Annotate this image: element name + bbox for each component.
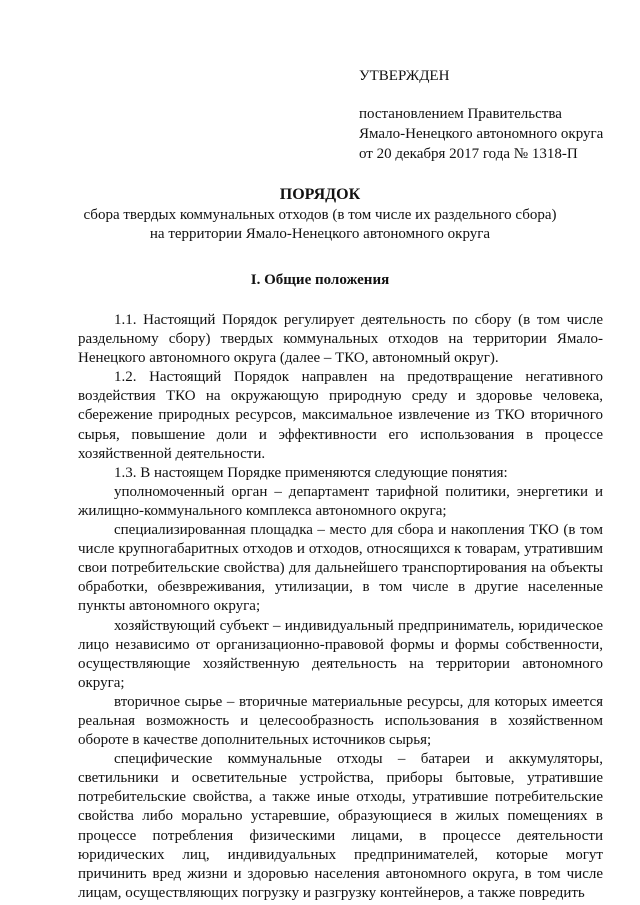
definition-business-entity: хозяйствующий субъект – индивидуальный предприниматель, юридическое лицо независимо от организационно-правовой формы и формы собственности, осуществляющие хозяйственную деятельность на территории автономного округа; bbox=[78, 617, 603, 691]
approval-block bbox=[359, 66, 603, 164]
subtitle-line-2: на территории Ямало-Ненецкого автономного округа bbox=[149, 226, 491, 242]
subtitle-line-1: сбора твердых коммунальных отходов (в том числе их раздельного сбора) bbox=[83, 207, 557, 223]
paragraph-1-3: 1.3. В настоящем Порядке применяются следующие понятия: bbox=[114, 464, 508, 481]
document-subtitle bbox=[0, 206, 640, 244]
paragraph-1-1: 1.1. Настоящий Порядок регулирует деятельность по сбору (в том числе раздельному сбору) твердых коммунальных отходов на территории Ямало-Ненецкого автономного округа (далее – ТКО, автономный округ). bbox=[78, 312, 603, 367]
definition-specialized-site: специализированная площадка – место для сбора и накопления ТКО (в том числе крупногабаритных отходов и отходов, относящихся к товарам, утратившим свои потребительские свойства) для дальнейшего транспортирования на объекты обработки, обезвреживания, утилизации, в том числе в другие населенные пункты автономного округа; bbox=[78, 522, 603, 615]
approval-line-3: от 20 декабря 2017 года № 1318-П bbox=[359, 146, 578, 162]
document-title: ПОРЯДОК bbox=[279, 186, 361, 203]
definition-authorized-body: уполномоченный орган – департамент тарифной политики, энергетики и жилищно-коммунального комплекса автономного округа; bbox=[78, 483, 603, 519]
document-body bbox=[78, 311, 603, 903]
paragraph-1-2: 1.2. Настоящий Порядок направлен на предотвращение негативного воздействия ТКО на окружающую природную среду и здоровье человека, сбережение природных ресурсов, максимальное извлечение из ТКО вторичного сырья, повышение доли и эффективности его использования в процессе хозяйственной деятельности. bbox=[78, 369, 603, 462]
approval-line-2: Ямало-Ненецкого автономного округа bbox=[359, 126, 604, 142]
definition-specific-waste: специфические коммунальные отходы – батареи и аккумуляторы, светильники и осветительные устройства, приборы бытовые, утратившие потребительские свойства, а также иные отходы, утратившие потребительские свойства либо морально устаревшие, образующиеся в жилых помещениях в процессе потребления физическими лицами, в процессе деятельности юридических лиц, индивидуальных предпринимателей, которые могут причинить вред жизни и здоровью населения автономного округа, в том числе лицам, осуществляющих погрузку и разгрузку контейнеров, а также повредить bbox=[78, 751, 603, 901]
definition-secondary-raw-material: вторичное сырье – вторичные материальные ресурсы, для которых имеется реальная возможность и целесообразность использования в хозяйственном обороте в качестве дополнительных источников сырья; bbox=[78, 693, 603, 749]
section-heading: I. Общие положения bbox=[250, 272, 390, 288]
approval-stamp: УТВЕРЖДЕН bbox=[359, 68, 450, 84]
approval-line-1: постановлением Правительства bbox=[359, 106, 562, 122]
